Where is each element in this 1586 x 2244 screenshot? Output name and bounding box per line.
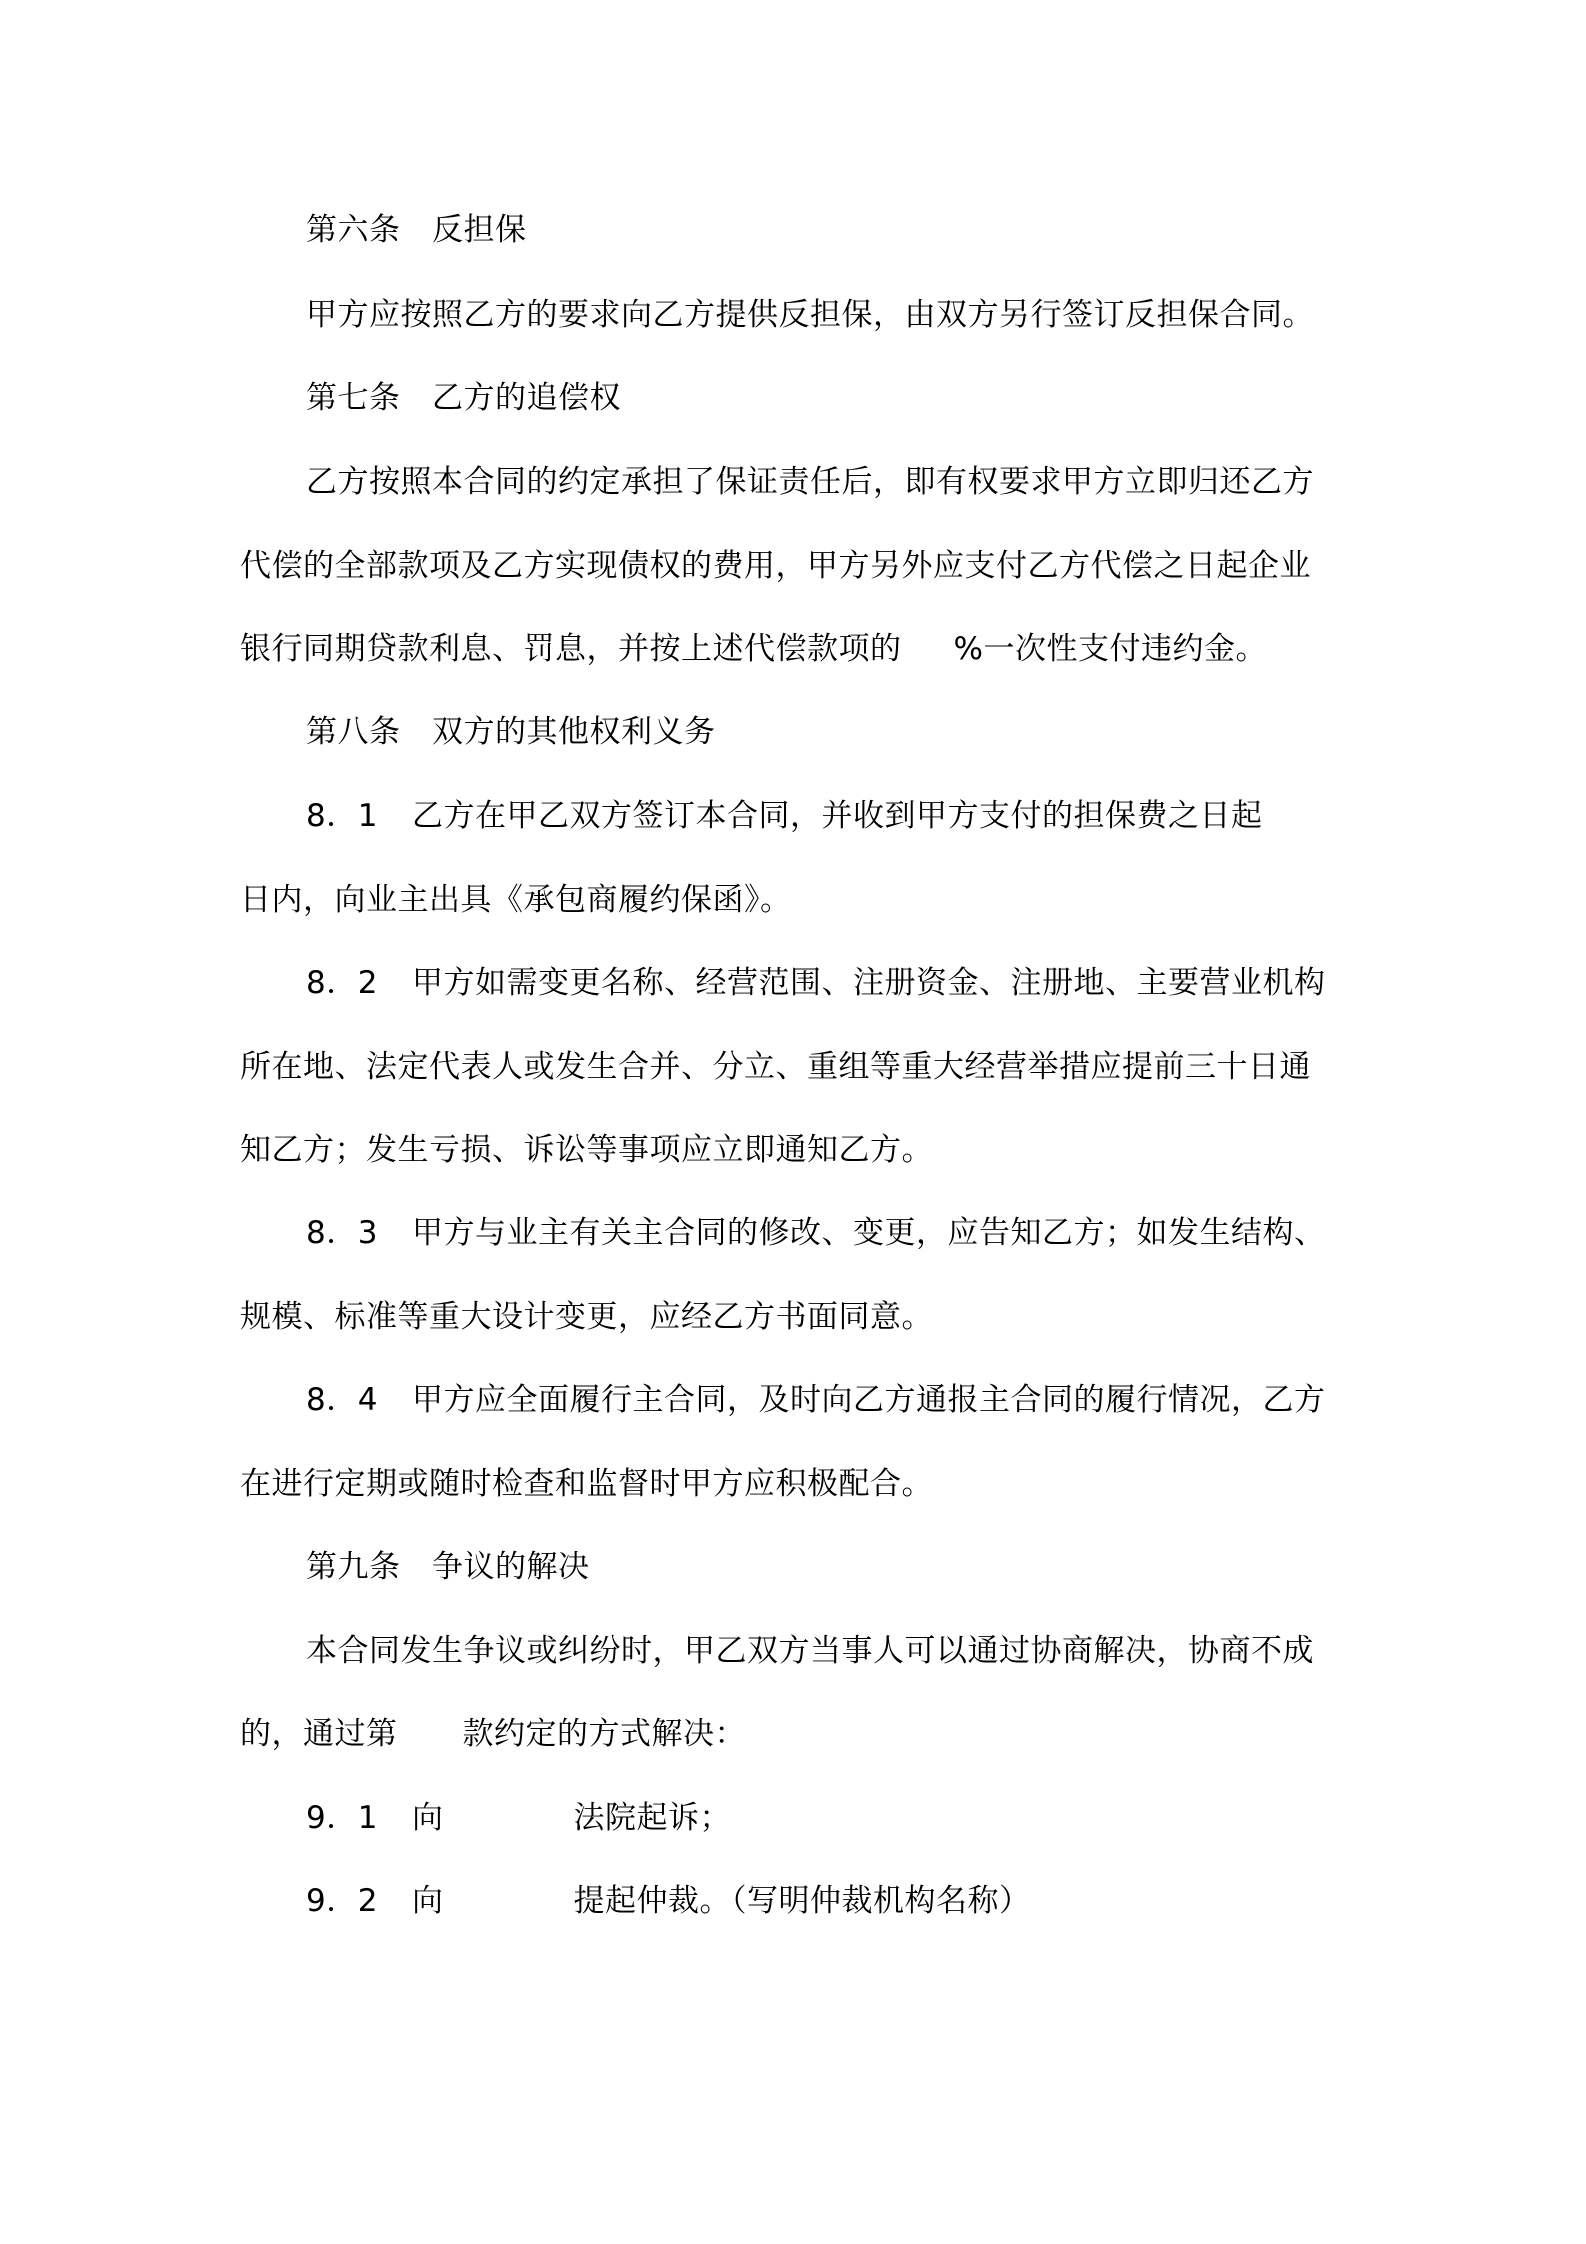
clause-9-2-number: 9．2 bbox=[306, 1883, 378, 1919]
clause-8-3-text: 甲方与业主有关主合同的修改、变更，应告知乙方；如发生结构、 bbox=[411, 1215, 1326, 1251]
clause-8-4-line-2: 在进行定期或随时检查和监督时甲方应积极配合。 bbox=[240, 1466, 933, 1502]
article-7-body-line-1: 乙方按照本合同的约定承担了保证责任后，即有权要求甲方立即归还乙方 bbox=[306, 464, 1314, 500]
article-7-body-line-3-part-b: %一次性支付违约金。 bbox=[953, 631, 1267, 667]
clause-8-3-line-2: 规模、标准等重大设计变更，应经乙方书面同意。 bbox=[240, 1299, 933, 1335]
clause-9-2-suffix: 提起仲裁。（写明仲裁机构名称） bbox=[573, 1883, 1031, 1919]
article-7-body-line-2: 代偿的全部款项及乙方实现债权的费用，甲方另外应支付乙方代偿之日起企业 bbox=[240, 548, 1311, 584]
clause-8-2-line-3: 知乙方；发生亏损、诉讼等事项应立即通知乙方。 bbox=[240, 1132, 933, 1168]
clause-8-2-text: 甲方如需变更名称、经营范围、注册资金、注册地、主要营业机构 bbox=[411, 965, 1326, 1001]
clause-9-1-prefix: 向 bbox=[411, 1800, 444, 1836]
article-9-body-line-2 bbox=[240, 1714, 746, 1754]
article-9-body-line-2-part-a: 的，通过第 bbox=[240, 1716, 398, 1752]
clause-8-3-line-1 bbox=[306, 1213, 1325, 1253]
article-7-body-line-3-part-a: 银行同期贷款利息、罚息，并按上述代偿款项的 bbox=[240, 631, 902, 667]
clause-8-4-number: 8．4 bbox=[306, 1382, 378, 1418]
article-9-body-line-1: 本合同发生争议或纠纷时，甲乙双方当事人可以通过协商解决，协商不成 bbox=[306, 1633, 1314, 1669]
clause-8-4-line-1 bbox=[306, 1380, 1325, 1420]
clause-9-1 bbox=[306, 1798, 731, 1838]
article-9-heading: 第九条 争议的解决 bbox=[306, 1549, 590, 1585]
clause-8-4-text: 甲方应全面履行主合同，及时向乙方通报主合同的履行情况，乙方 bbox=[411, 1382, 1326, 1418]
clause-8-2-number: 8．2 bbox=[306, 965, 378, 1001]
clause-8-1-number: 8．1 bbox=[306, 798, 378, 834]
clause-8-2-line-2: 所在地、法定代表人或发生合并、分立、重组等重大经营举措应提前三十日通 bbox=[240, 1049, 1311, 1085]
article-7-heading: 第七条 乙方的追偿权 bbox=[306, 380, 621, 416]
article-9-body-line-2-part-b: 款约定的方式解决： bbox=[462, 1716, 746, 1752]
article-8-heading: 第八条 双方的其他权利义务 bbox=[306, 714, 716, 750]
clause-8-1-line-1 bbox=[306, 796, 1262, 836]
article-7-body-line-3 bbox=[240, 629, 1267, 669]
clause-9-2 bbox=[306, 1881, 1030, 1921]
article-6-heading: 第六条 反担保 bbox=[306, 212, 527, 248]
clause-9-1-number: 9．1 bbox=[306, 1800, 378, 1836]
clause-9-1-suffix: 法院起诉； bbox=[573, 1800, 731, 1836]
clause-8-3-number: 8．3 bbox=[306, 1215, 378, 1251]
clause-8-2-line-1 bbox=[306, 963, 1325, 1003]
article-6-body: 甲方应按照乙方的要求向乙方提供反担保，由双方另行签订反担保合同。 bbox=[306, 297, 1314, 333]
clause-8-1-text: 乙方在甲乙双方签订本合同，并收到甲方支付的担保费之日起 bbox=[411, 798, 1263, 834]
clause-9-2-prefix: 向 bbox=[411, 1883, 444, 1919]
clause-8-1-line-2: 日内，向业主出具《承包商履约保函》。 bbox=[240, 882, 792, 918]
